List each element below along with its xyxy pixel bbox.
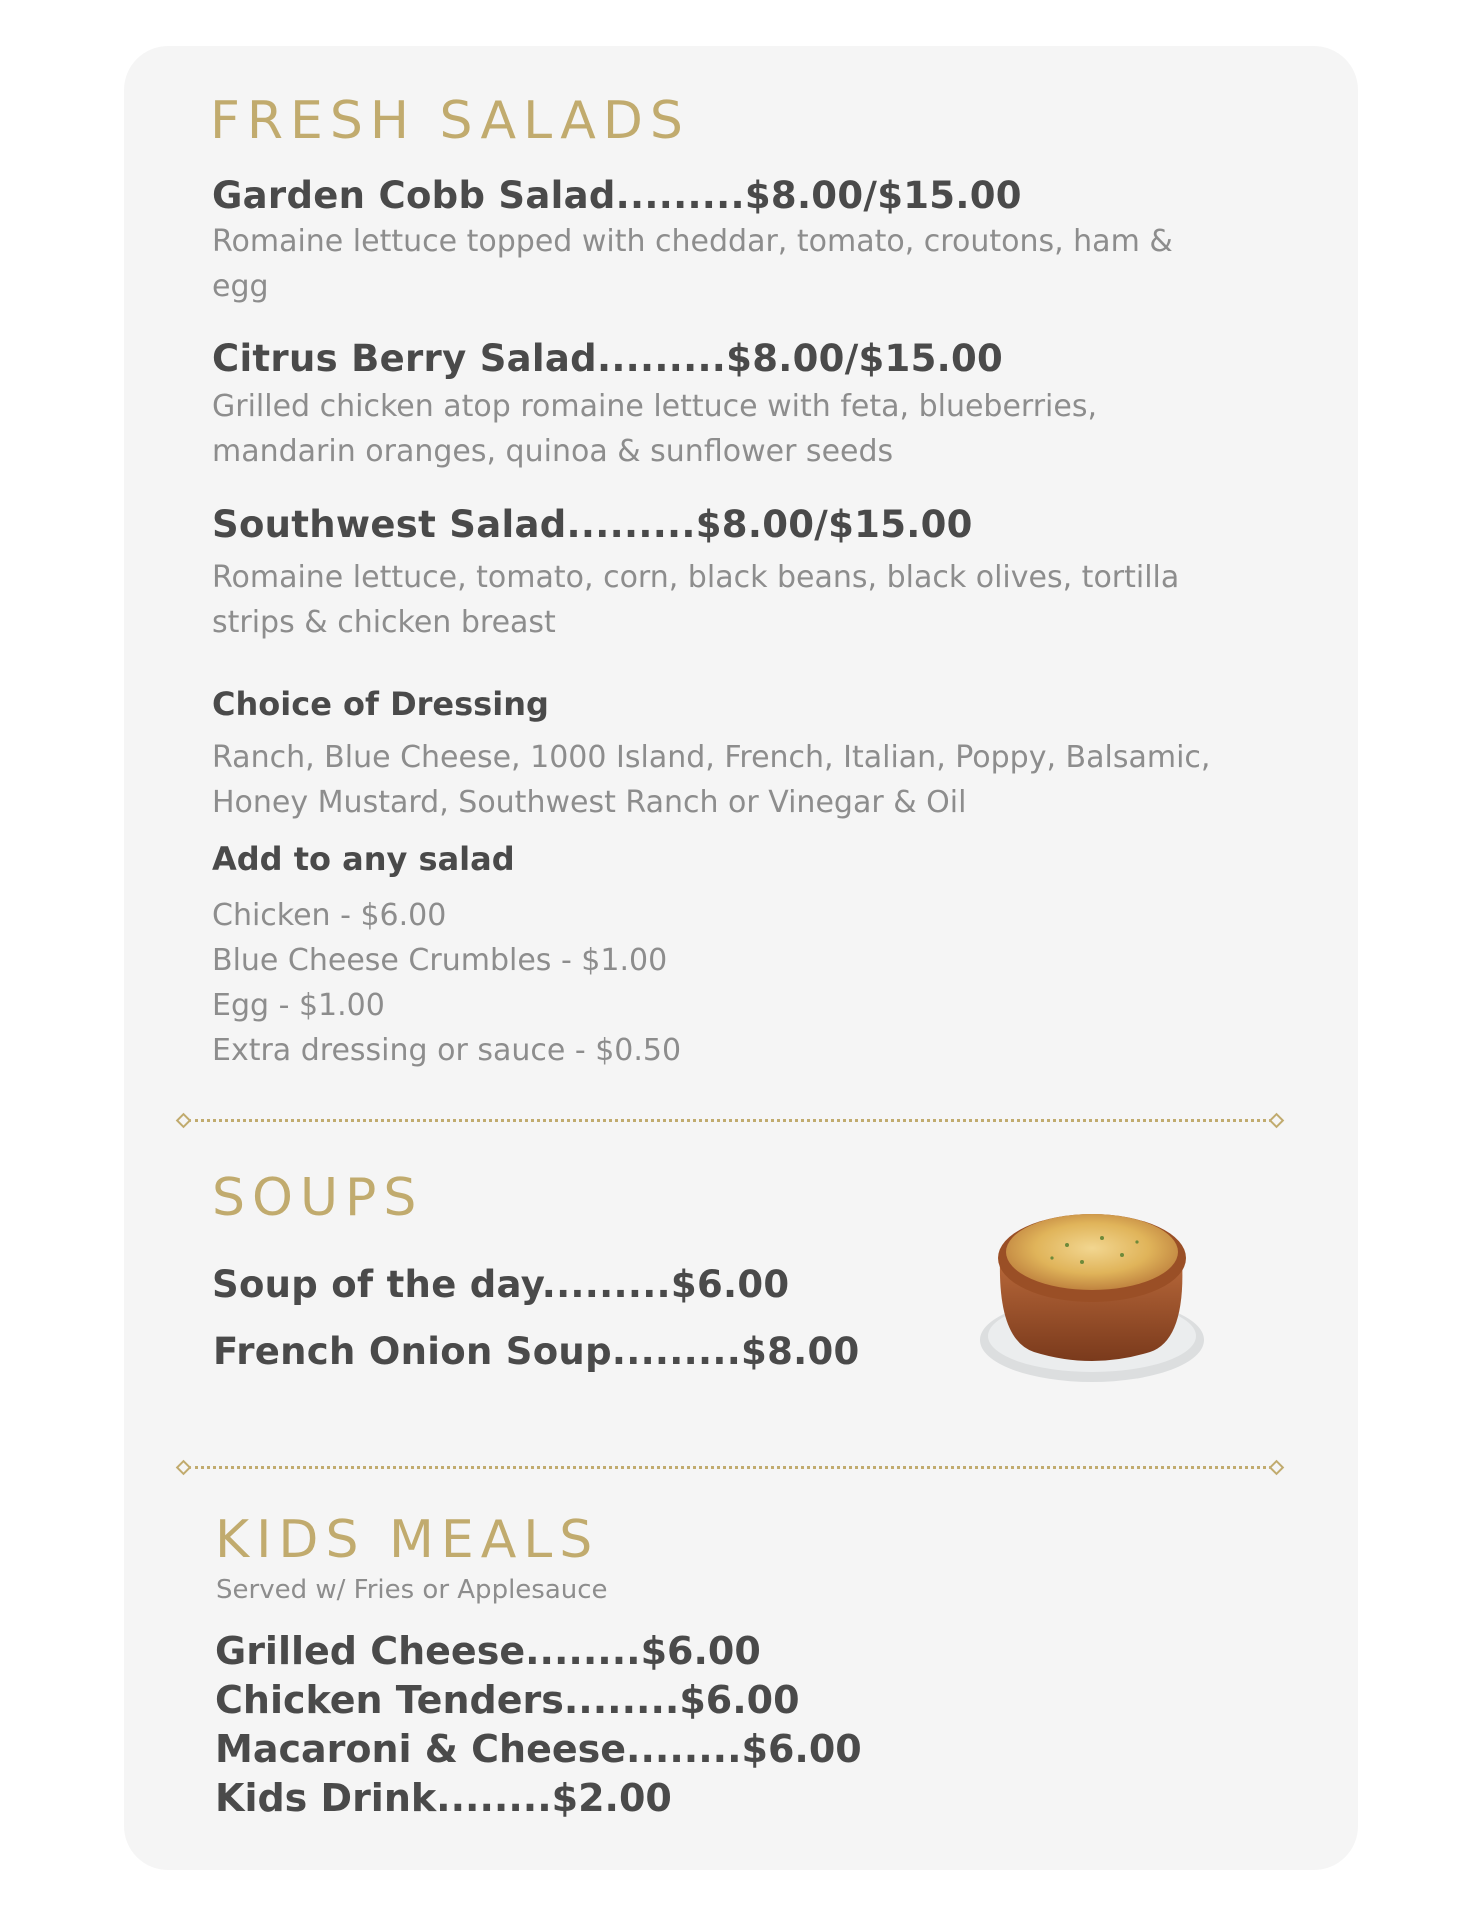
addon-item: Extra dressing or sauce - $0.50 (212, 1033, 682, 1068)
section-divider (178, 1461, 1282, 1473)
soup-item-name: French Onion Soup.........$8.00 (213, 1330, 860, 1373)
kids-section-title: KIDS MEALS (215, 1510, 600, 1570)
addon-item: Blue Cheese Crumbles - $1.00 (212, 943, 668, 978)
salads-section-title: FRESH SALADS (210, 91, 690, 151)
kids-menu-item: Macaroni & Cheese........$6.00 (215, 1727, 862, 1771)
dressing-list: Ranch, Blue Cheese, 1000 Island, French, Italian, Poppy, Balsamic, Honey Mustard, Southwest Ranch or Vinegar & Oil (212, 740, 1211, 820)
addon-item: Egg - $1.00 (212, 988, 385, 1023)
kids-served-with-note: Served w/ Fries or Applesauce (216, 1575, 608, 1605)
salad-item-description: Grilled chicken atop romaine lettuce with feta, blueberries, mandarin oranges, quinoa & sunflower seeds (212, 389, 1098, 469)
dressing-heading: Choice of Dressing (212, 685, 549, 723)
salad-item-description: Romaine lettuce, tomato, corn, black beans, black olives, tortilla strips & chicken breast (212, 560, 1180, 640)
salad-item-name: Southwest Salad.........$8.00/$15.00 (212, 503, 973, 546)
salad-item-description: Romaine lettuce topped with cheddar, tomato, croutons, ham & egg (212, 224, 1173, 304)
kids-menu-item: Chicken Tenders........$6.00 (215, 1678, 800, 1722)
salad-item-name: Citrus Berry Salad.........$8.00/$15.00 (212, 337, 1004, 380)
salad-item-name: Garden Cobb Salad.........$8.00/$15.00 (212, 174, 1022, 217)
soups-section-title: SOUPS (212, 1168, 424, 1228)
addon-item: Chicken - $6.00 (212, 898, 447, 933)
kids-menu-item: Kids Drink........$2.00 (215, 1776, 672, 1820)
section-divider (178, 1114, 1282, 1126)
soup-item-name: Soup of the day.........$6.00 (212, 1263, 790, 1306)
french-onion-soup-photo (972, 1190, 1212, 1390)
addons-heading: Add to any salad (212, 840, 515, 878)
kids-menu-item: Grilled Cheese........$6.00 (215, 1629, 761, 1673)
